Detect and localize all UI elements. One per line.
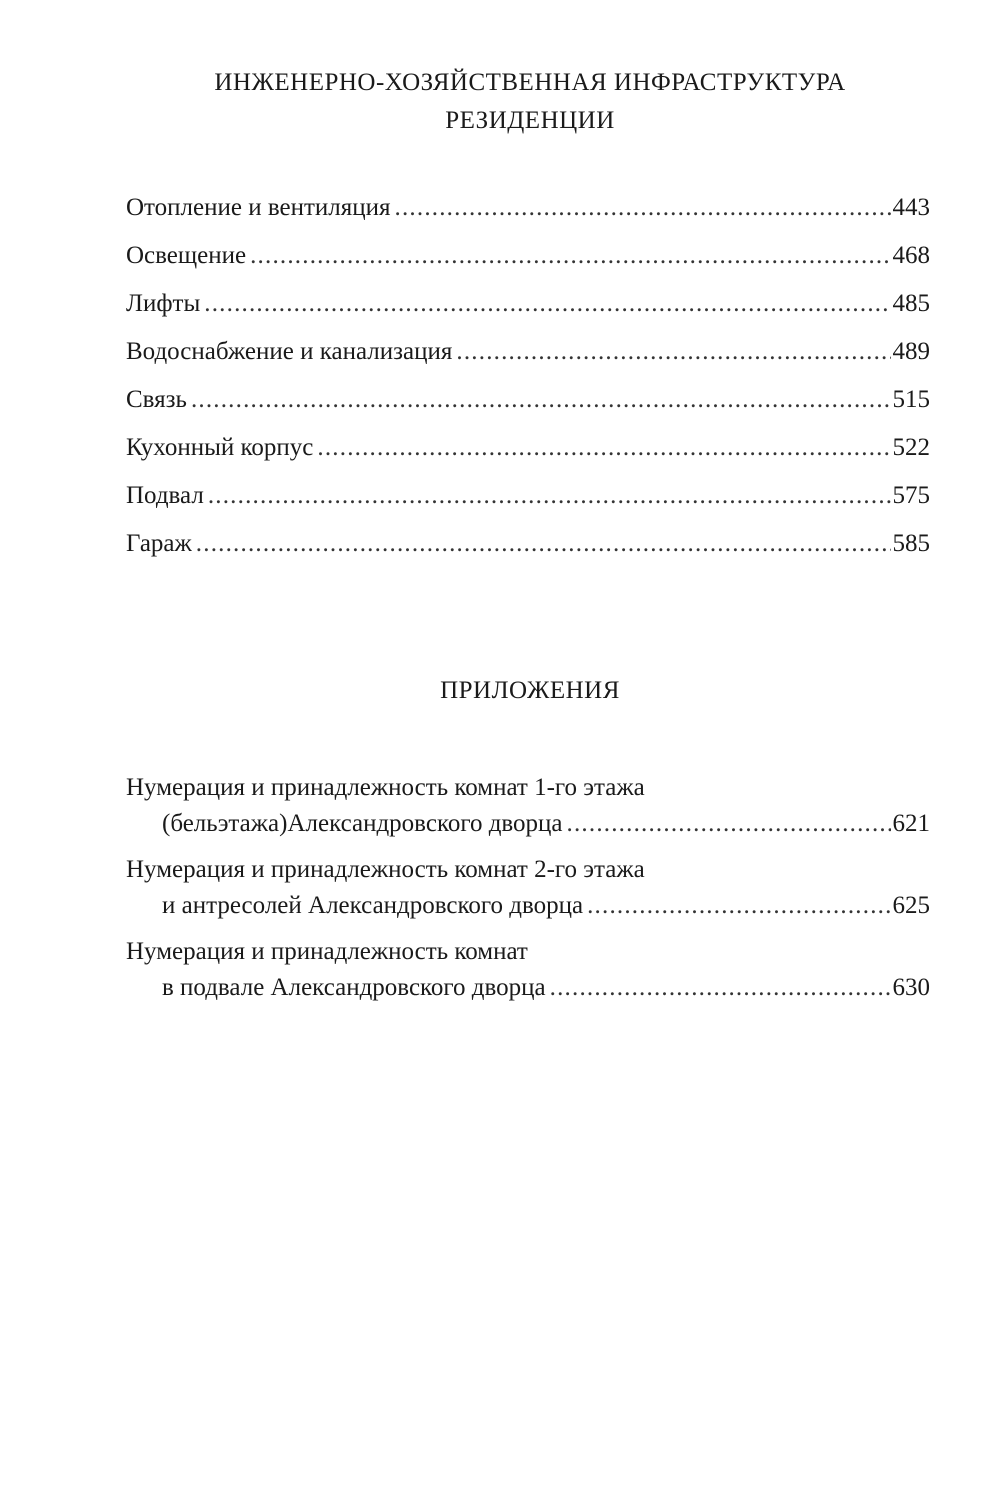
toc-entry[interactable] [126, 526, 930, 562]
toc-entry[interactable] [126, 334, 930, 370]
toc-entry-page: 515 [892, 386, 930, 413]
toc-entry-label: Подвал [126, 482, 204, 509]
toc-entry-page: 522 [892, 434, 930, 461]
appendix-entry-label: в подвале Александровского дворца [162, 974, 546, 1001]
section-title-infrastructure [60, 64, 1000, 140]
toc-entry[interactable] [126, 430, 930, 466]
dot-leader [550, 970, 891, 1006]
toc-entry[interactable] [126, 238, 930, 274]
toc-entry-label: Связь [126, 386, 187, 413]
dot-leader [196, 526, 891, 562]
appendix-entry[interactable] [162, 806, 930, 842]
toc-entry[interactable] [126, 190, 930, 226]
toc-entry[interactable] [126, 286, 930, 322]
appendix-entry-page: 630 [892, 974, 930, 1001]
appendix-entry-label: (бельэтажа)Александровского дворца [162, 810, 563, 837]
appendix-entry-label: и антресолей Александровского дворца [162, 892, 584, 919]
toc-entry-label: Кухонный корпус [126, 434, 314, 461]
appendix-entry-line-1: Нумерация и принадлежность комнат [126, 938, 528, 965]
dot-leader [204, 286, 890, 322]
appendix-entry-page: 625 [892, 892, 930, 919]
toc-entry-label: Освещение [126, 242, 247, 269]
appendix-entry-line-1: Нумерация и принадлежность комнат 1-го этажа [126, 774, 645, 801]
section-title-line-1: ИНЖЕНЕРНО-ХОЗЯЙСТВЕННАЯ ИНФРАСТРУКТУРА [214, 69, 846, 96]
toc-entry-label: Водоснабжение и канализация [126, 338, 453, 365]
dot-leader [191, 382, 891, 418]
toc-entry-label: Отопление и вентиляция [126, 194, 391, 221]
section-title-text: ПРИЛОЖЕНИЯ [440, 677, 620, 704]
toc-entry-label: Лифты [126, 290, 201, 317]
section-title-line-2: РЕЗИДЕНЦИИ [445, 107, 615, 134]
dot-leader [395, 190, 891, 226]
toc-entry-page: 585 [892, 530, 930, 557]
toc-entry-page: 575 [892, 482, 930, 509]
dot-leader [456, 334, 890, 370]
dot-leader [250, 238, 890, 274]
toc-entry[interactable] [126, 478, 930, 514]
appendix-entry[interactable] [162, 888, 930, 924]
toc-entry-page: 485 [892, 290, 930, 317]
appendix-entry[interactable] [162, 970, 930, 1006]
dot-leader [587, 888, 890, 924]
toc-entry-label: Гараж [126, 530, 192, 557]
appendix-entry-line-1: Нумерация и принадлежность комнат 2-го этажа [126, 856, 645, 883]
toc-entry-page: 468 [892, 242, 930, 269]
toc-entry[interactable] [126, 382, 930, 418]
dot-leader [208, 478, 891, 514]
appendix-entry-page: 621 [892, 810, 930, 837]
dot-leader [317, 430, 890, 466]
toc-entry-page: 489 [892, 338, 930, 365]
toc-entry-page: 443 [892, 194, 930, 221]
section-title-appendices [60, 672, 1000, 710]
dot-leader [567, 806, 891, 842]
